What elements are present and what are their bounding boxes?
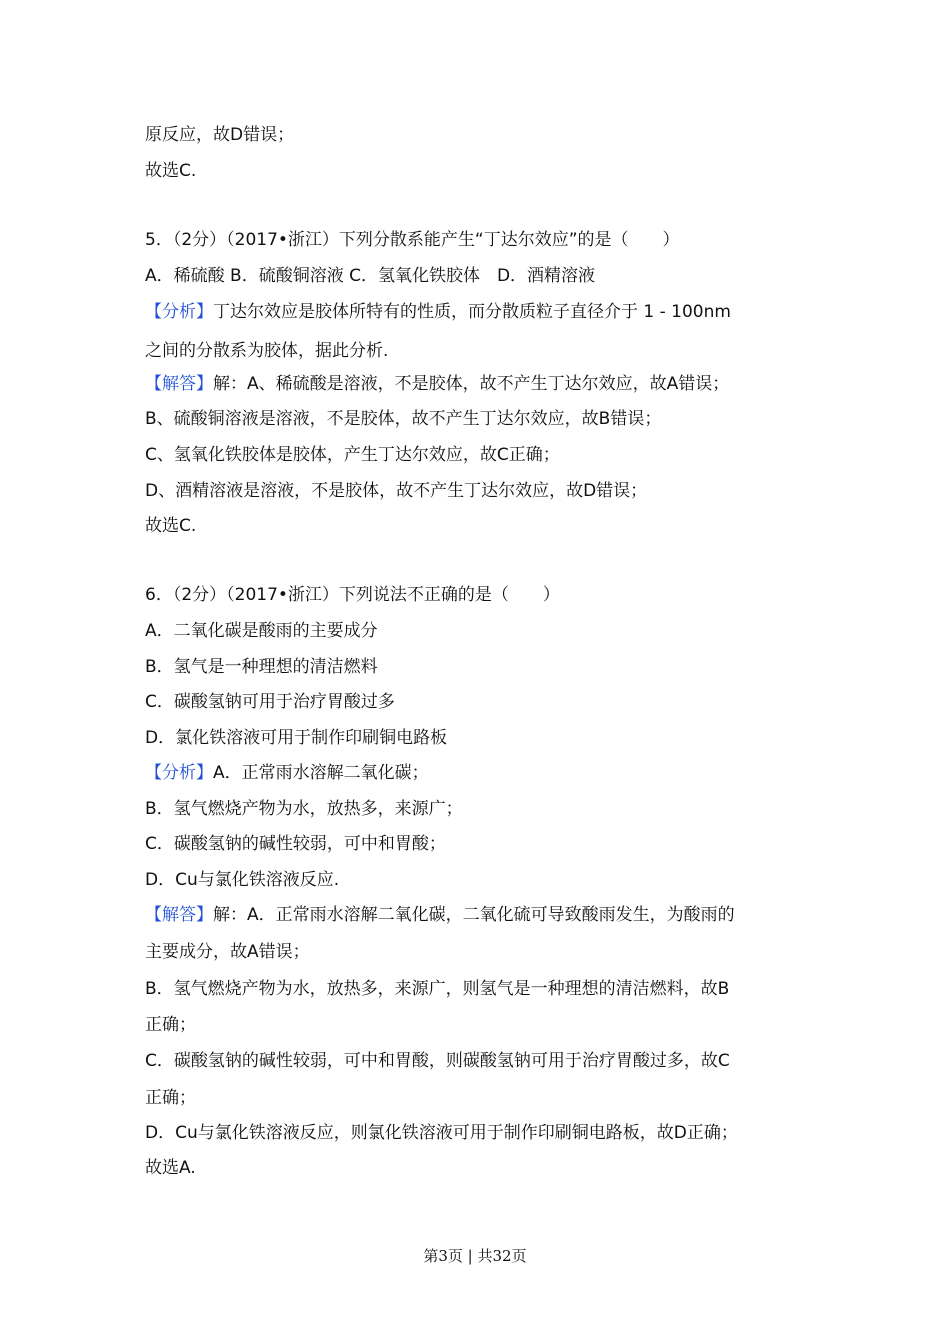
option-b: B．氢气是一种理想的清洁燃料: [145, 657, 378, 677]
option-c: C．碳酸氢钠可用于治疗胃酸过多: [145, 692, 395, 712]
text-line: C、氢氧化铁胶体是胶体，产生丁达尔效应，故C正确；: [145, 445, 560, 465]
text-line: B．氢气燃烧产物为水，放热多，来源广，则氢气是一种理想的清洁燃料，故B: [145, 979, 730, 999]
text-line: 之间的分散系为胶体，据此分析.: [145, 341, 389, 361]
text-line: 故选A.: [145, 1158, 196, 1178]
answer-text: 解：A、稀硫酸是溶液，不是胶体，故不产生丁达尔效应，故A错误；: [213, 374, 730, 394]
text-line: 故选C.: [145, 161, 197, 181]
question-6-analysis: [145, 762, 429, 784]
answer-tag: 【解答】: [145, 374, 213, 394]
text-line: B、硫酸铜溶液是溶液，不是胶体，故不产生丁达尔效应，故B错误；: [145, 409, 662, 429]
text-line: C．碳酸氢钠的碱性较弱，可中和胃酸，则碳酸氢钠可用于治疗胃酸过多，故C: [145, 1051, 730, 1071]
analysis-text: 丁达尔效应是胶体所特有的性质，而分散质粒子直径介于 1 - 100nm: [213, 302, 731, 322]
page-footer: 第3页 | 共32页: [423, 1247, 527, 1265]
analysis-tag: 【分析】: [145, 763, 213, 783]
question-5-stem: 5．（2分）（2017•浙江）下列分散系能产生“丁达尔效应”的是（ ）: [145, 230, 680, 250]
text-line: B．氢气燃烧产物为水，放热多，来源广；: [145, 799, 463, 819]
question-5-analysis: [145, 301, 731, 323]
option-a: A．二氧化碳是酸雨的主要成分: [145, 621, 378, 641]
question-5-answer: [145, 373, 729, 395]
text-line: 主要成分，故A错误；: [145, 942, 310, 962]
text-line: D．Cu与氯化铁溶液反应，则氯化铁溶液可用于制作印刷铜电路板，故D正确；: [145, 1123, 738, 1143]
text-line: 原反应，故D错误；: [145, 125, 295, 145]
text-line: 正确；: [145, 1088, 196, 1108]
text-line: 故选C.: [145, 516, 197, 536]
option-d: D．氯化铁溶液可用于制作印刷铜电路板: [145, 728, 448, 748]
text-line: D．Cu与氯化铁溶液反应.: [145, 870, 340, 890]
answer-text: 解：A．正常雨水溶解二氧化碳，二氧化硫可导致酸雨发生，为酸雨的: [213, 905, 735, 925]
question-6-stem: 6．（2分）（2017•浙江）下列说法不正确的是（ ）: [145, 585, 560, 605]
text-line: 正确；: [145, 1015, 196, 1035]
text-line: C．碳酸氢钠的碱性较弱，可中和胃酸；: [145, 834, 446, 854]
question-5-options: A．稀硫酸 B．硫酸铜溶液 C．氢氧化铁胶体 D．酒精溶液: [145, 266, 596, 286]
analysis-text: A．正常雨水溶解二氧化碳；: [213, 763, 429, 783]
question-6-answer: [145, 904, 735, 926]
analysis-tag: 【分析】: [145, 302, 213, 322]
answer-tag: 【解答】: [145, 905, 213, 925]
text-line: D、酒精溶液是溶液，不是胶体，故不产生丁达尔效应，故D错误；: [145, 481, 648, 501]
